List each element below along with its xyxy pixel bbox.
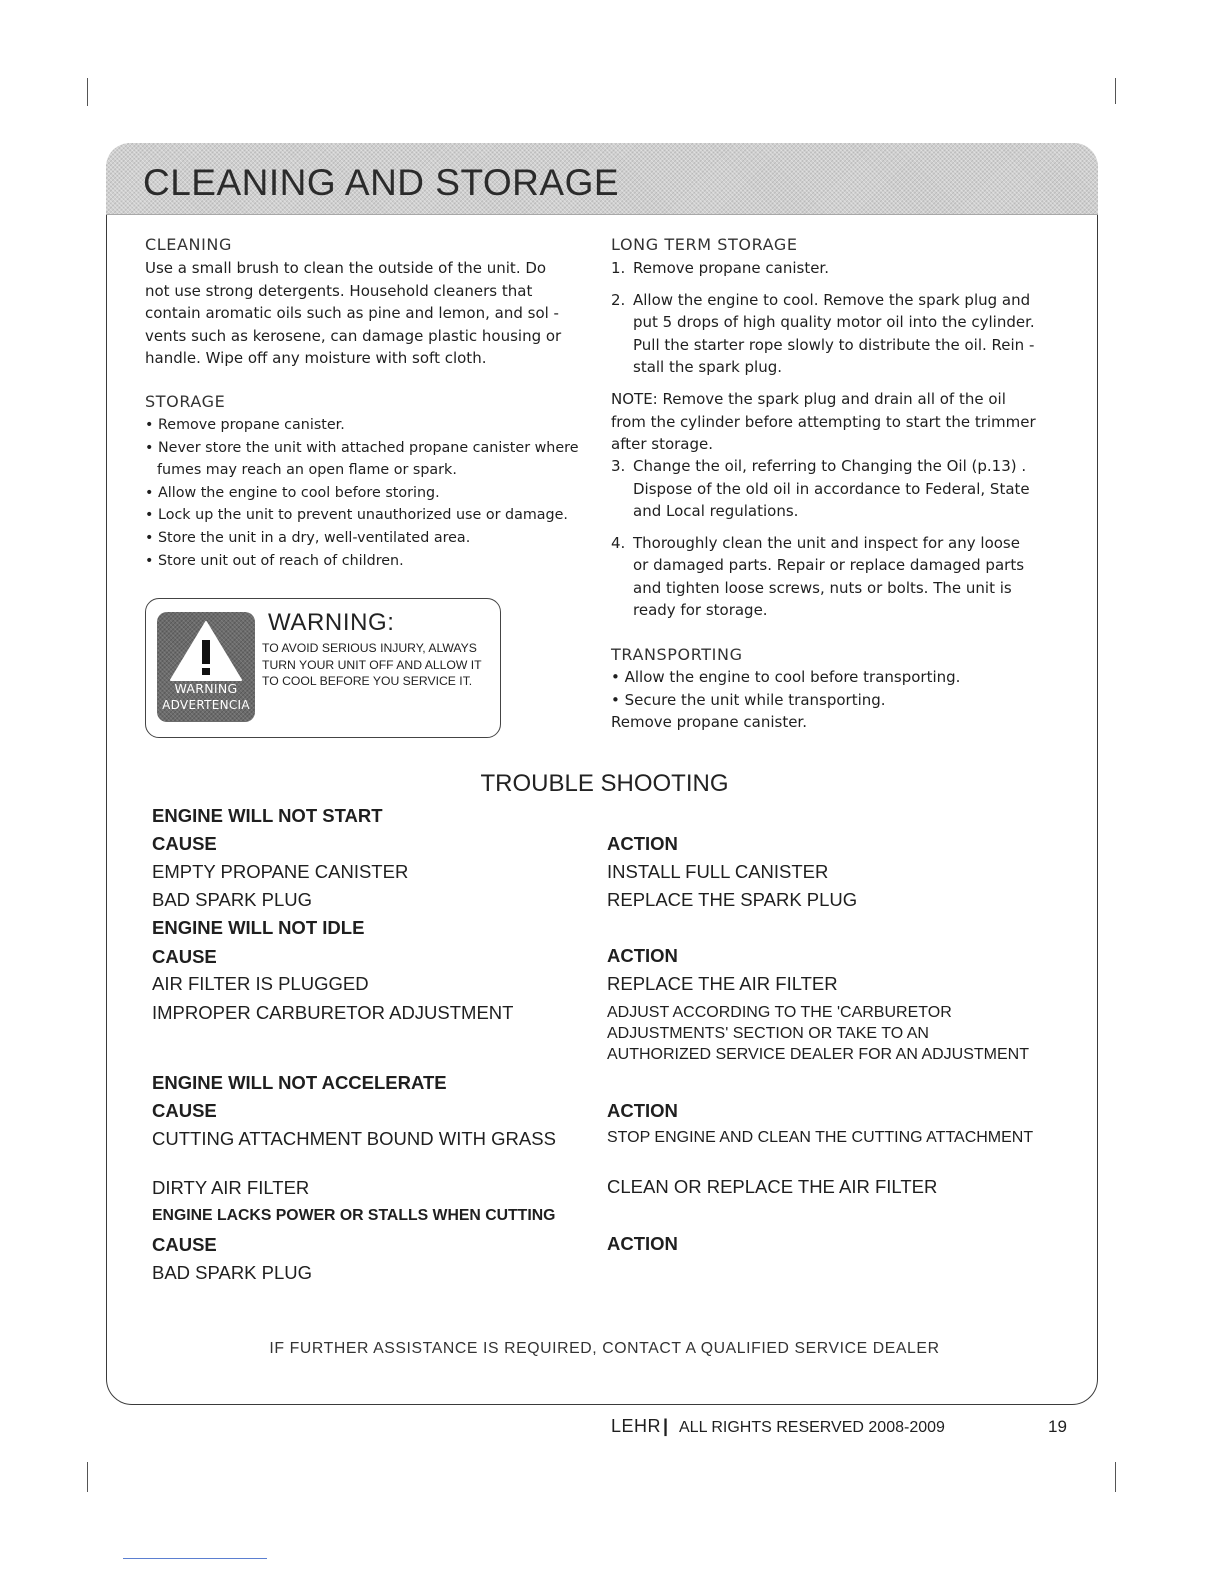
long-term-steps	[611, 257, 1061, 379]
step-2	[611, 289, 1061, 379]
step-line: Dispose of the old oil in accordance to Federal, State	[633, 479, 1030, 498]
list-item	[145, 459, 585, 482]
cause-item: IMPROPER CARBURETOR ADJUSTMENT	[152, 1002, 514, 1023]
cause-item: DIRTY AIR FILTER	[152, 1177, 310, 1198]
step-1	[611, 257, 1061, 280]
cause-item: BAD SPARK PLUG	[152, 1262, 313, 1283]
action-item: STOP ENGINE AND CLEAN THE CUTTING ATTACHMENT	[607, 1129, 1034, 1146]
step-line: stall the spark plug.	[633, 358, 783, 376]
action-label: ACTION	[607, 1233, 678, 1254]
action-item: INSTALL FULL CANISTER	[607, 861, 829, 882]
long-term-steps-continued	[611, 455, 1061, 622]
step-line: Allow the engine to cool. Remove the spark plug and	[633, 290, 1031, 309]
action-label: ACTION	[607, 833, 678, 854]
cause-item: CUTTING ATTACHMENT BOUND WITH GRASS	[152, 1128, 556, 1149]
blue-rule	[123, 1558, 267, 1559]
step-line: put 5 drops of high quality motor oil into the cylinder.	[633, 313, 1035, 331]
action-label: ACTION	[607, 1100, 678, 1121]
action-item: REPLACE THE AIR FILTER	[607, 973, 838, 994]
footer-separator: |	[663, 1416, 669, 1436]
step-number: 2.	[611, 290, 626, 309]
problem-heading: ENGINE LACKS POWER OR STALLS WHEN CUTTING	[152, 1207, 556, 1224]
step-line: Change the oil, referring to Changing the Oil (p.13) .	[633, 457, 1027, 475]
list-item: • Remove propane canister.	[145, 414, 585, 437]
footer-brand	[611, 1416, 675, 1437]
step-number: 4.	[611, 533, 626, 552]
problem-heading: ENGINE WILL NOT START	[152, 805, 383, 826]
cause-label: CAUSE	[152, 1100, 217, 1121]
list-item: • Allow the engine to cool before transporting.	[611, 666, 1061, 689]
cause-item: EMPTY PROPANE CANISTER	[152, 861, 409, 882]
list-item: • Secure the unit while transporting.	[611, 689, 1061, 712]
transporting-heading: TRANSPORTING	[611, 645, 743, 664]
list-item: • Allow the engine to cool before storing.	[145, 482, 585, 505]
note-line: NOTE: Remove the spark plug and drain all of the oil	[611, 390, 1006, 408]
action-line: ADJUSTMENTS' SECTION OR TAKE TO AN	[607, 1025, 929, 1042]
cleaning-text	[145, 257, 565, 370]
list-item-continuation: fumes may reach an open flame or spark.	[157, 462, 457, 479]
crop-mark-top-right	[1115, 78, 1116, 104]
footer-rights: ALL RIGHTS RESERVED 2008-2009	[679, 1419, 945, 1436]
cleaning-line: handle. Wipe off any moisture with soft cloth.	[145, 349, 487, 367]
list-item: • Lock up the unit to prevent unauthorized use or damage.	[145, 504, 585, 527]
badge-warning-label: WARNING	[174, 681, 238, 696]
long-term-storage-heading: LONG TERM STORAGE	[611, 235, 798, 254]
step-4	[611, 532, 1061, 622]
step-line: Remove propane canister.	[633, 259, 829, 277]
page-number: 19	[1048, 1417, 1067, 1436]
storage-heading: STORAGE	[145, 392, 226, 411]
note-line: from the cylinder before attempting to start the trimmer	[611, 412, 1036, 431]
action-line: AUTHORIZED SERVICE DEALER FOR AN ADJUSTMENT	[607, 1046, 1029, 1063]
crop-mark-top-left	[87, 78, 88, 106]
page-title: CLEANING AND STORAGE	[143, 162, 620, 203]
warning-badge	[157, 612, 255, 722]
cause-item: BAD SPARK PLUG	[152, 889, 313, 910]
cleaning-line: contain aromatic oils such as pine and lemon, and sol -	[145, 304, 559, 322]
cleaning-line: Use a small brush to clean the outside of the unit. Do	[145, 259, 547, 277]
brand-name: LEHR	[611, 1416, 662, 1436]
transporting-list	[611, 666, 1061, 734]
step-number: 1.	[611, 259, 626, 277]
action-label: ACTION	[607, 945, 678, 966]
cleaning-line: vents such as kerosene, can damage plastic housing or	[145, 326, 562, 345]
step-line: and Local regulations.	[633, 502, 799, 520]
step-line: or damaged parts. Repair or replace damaged parts	[633, 556, 1025, 574]
storage-note	[611, 388, 1061, 456]
cause-label: CAUSE	[152, 833, 217, 854]
badge-advertencia-label: ADVERTENCIA	[162, 698, 250, 712]
action-item: CLEAN OR REPLACE THE AIR FILTER	[607, 1176, 938, 1197]
warning-triangle-icon	[169, 620, 243, 682]
problem-heading: ENGINE WILL NOT IDLE	[152, 917, 365, 938]
step-line: and tighten loose screws, nuts or bolts. The unit is	[633, 578, 1012, 597]
warning-text: TO AVOID SERIOUS INJURY, ALWAYS TURN YOUR UNIT OFF AND ALLOW IT TO COOL BEFORE YOU SERVICE IT.	[262, 641, 482, 688]
cleaning-line: not use strong detergents. Household cleaners that	[145, 281, 533, 300]
problem-heading: ENGINE WILL NOT ACCELERATE	[152, 1072, 447, 1093]
crop-mark-bottom-right	[1115, 1462, 1116, 1492]
assistance-note: IF FURTHER ASSISTANCE IS REQUIRED, CONTACT A QUALIFIED SERVICE DEALER	[269, 1340, 940, 1357]
note-line: after storage.	[611, 435, 714, 453]
step-line: Thoroughly clean the unit and inspect for any loose	[633, 533, 1020, 552]
cause-label: CAUSE	[152, 1234, 217, 1255]
list-item: • Store the unit in a dry, well-ventilated area.	[145, 527, 585, 550]
action-line: ADJUST ACCORDING TO THE 'CARBURETOR	[607, 1004, 952, 1021]
list-item: Remove propane canister.	[611, 713, 807, 731]
troubleshooting-title: TROUBLE SHOOTING	[480, 770, 729, 797]
list-item: • Never store the unit with attached propane canister where	[145, 437, 585, 460]
action-item	[607, 1002, 1077, 1065]
cleaning-heading: CLEANING	[145, 235, 232, 254]
step-3	[611, 455, 1061, 523]
warning-title: WARNING:	[268, 609, 395, 636]
cause-label: CAUSE	[152, 946, 217, 967]
list-item: • Store unit out of reach of children.	[145, 550, 585, 573]
step-line: ready for storage.	[633, 601, 768, 619]
storage-list	[145, 414, 585, 572]
crop-mark-bottom-left	[87, 1462, 88, 1492]
action-item: REPLACE THE SPARK PLUG	[607, 889, 858, 910]
step-line: Pull the starter rope slowly to distribute the oil. Rein -	[633, 335, 1035, 354]
step-number: 3.	[611, 457, 626, 475]
cause-item: AIR FILTER IS PLUGGED	[152, 973, 369, 994]
